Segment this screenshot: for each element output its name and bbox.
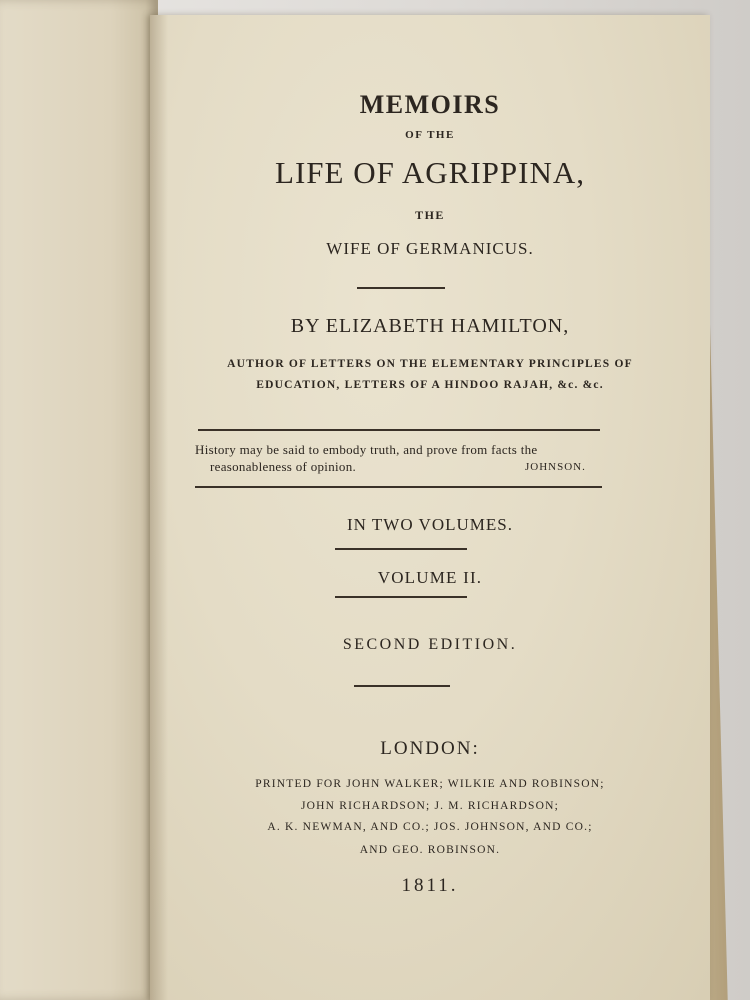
imprint-year: 1811. xyxy=(401,875,459,896)
title-line-life: LIFE OF AGRIPPINA, xyxy=(275,155,585,190)
author-line: BY ELIZABETH HAMILTON, xyxy=(290,315,570,337)
volume-top-rule xyxy=(335,548,467,550)
imprint-place: LONDON: xyxy=(380,738,480,759)
epigraph-line-2: reasonableness of opinion. xyxy=(210,459,357,474)
volume-bottom-rule xyxy=(335,596,467,598)
title-line-of-the: OF THE xyxy=(405,129,455,141)
epigraph-author: JOHNSON. xyxy=(525,461,586,473)
volume-line: VOLUME II. xyxy=(377,568,483,587)
title-line-wife: WIFE OF GERMANICUS. xyxy=(326,239,534,258)
author-credits-line-1: AUTHOR OF LETTERS ON THE ELEMENTARY PRINCIPLES OF xyxy=(227,358,633,370)
left-page xyxy=(0,0,158,1000)
title-page xyxy=(150,15,710,1000)
printers-line-4: AND GEO. ROBINSON. xyxy=(359,844,501,856)
title-line-memoirs: MEMOIRS xyxy=(359,90,501,119)
edition-line: SECOND EDITION. xyxy=(342,636,518,653)
volumes-line: IN TWO VOLUMES. xyxy=(347,515,513,534)
epigraph-top-rule xyxy=(198,429,600,431)
title-rule xyxy=(357,287,445,289)
epigraph-bottom-rule xyxy=(195,486,602,488)
epigraph-line-1: History may be said to embody truth, and prove from facts the xyxy=(195,442,538,457)
title-line-the: THE xyxy=(415,208,445,222)
author-credits-line-2: EDUCATION, LETTERS OF A HINDOO RAJAH, &c. &c. xyxy=(256,379,604,391)
printers-line-3: A. K. NEWMAN, AND CO.; JOS. JOHNSON, AND CO.; xyxy=(267,821,593,833)
printers-line-2: JOHN RICHARDSON; J. M. RICHARDSON; xyxy=(300,800,560,812)
title-page-content xyxy=(150,15,710,1000)
imprint-rule xyxy=(354,685,450,687)
printers-line-1: PRINTED FOR JOHN WALKER; WILKIE AND ROBINSON; xyxy=(255,778,605,790)
